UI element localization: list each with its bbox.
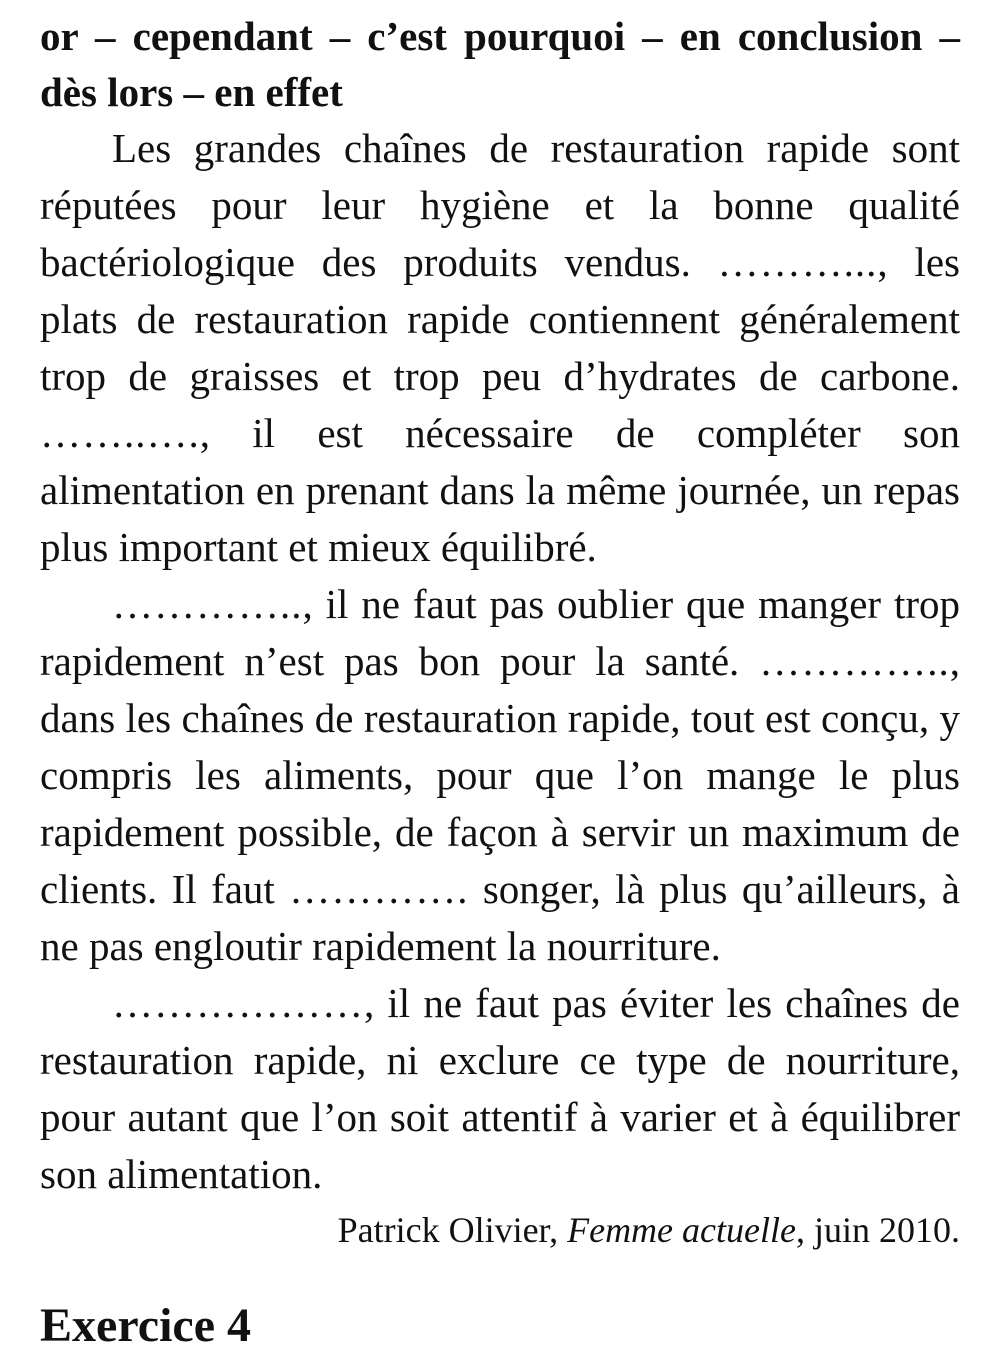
- fill-in-blank[interactable]: ………………: [112, 980, 364, 1026]
- fill-in-blank[interactable]: ……..….: [40, 410, 200, 456]
- paragraph-text: , il est nécessaire de compléter son alimentation en prenant dans la même journée, un repas plus important et mieux équilibré.: [40, 410, 960, 570]
- next-exercise-heading: Exercice 4: [40, 1299, 252, 1352]
- source-publication: Femme actuelle: [567, 1210, 796, 1250]
- fill-in-blank[interactable]: ………….: [289, 866, 469, 912]
- paragraph: [40, 975, 960, 1203]
- paragraph-text: Les grandes chaînes de restauration rapide sont réputées pour leur hygiène et la bonne qualité bactériologique des produits vendus.: [40, 125, 960, 285]
- paragraph-text: , dans les chaînes de restauration rapide, tout est conçu, y compris les aliments, pour que l’on mange le plus rapidement possible, de façon à servir un maximum de clients. Il faut: [40, 638, 960, 912]
- paragraph-text: , il ne faut pas éviter les chaînes de restauration rapide, ni exclure ce type de nourriture, pour autant que l’on soit attentif à varier et à équilibrer son alimentation.: [40, 980, 960, 1197]
- paragraph-text: , les plats de restauration rapide contiennent généralement trop de graisses et trop peu d’hydrates de carbone.: [40, 239, 960, 399]
- source-citation: [40, 1203, 960, 1257]
- fill-in-blank[interactable]: …………..: [112, 581, 303, 627]
- source-date: , juin 2010.: [795, 1210, 960, 1250]
- text-body: [40, 120, 960, 1203]
- paragraph-text: , il ne faut pas oublier que manger trop rapidement n’est pas bon pour la santé.: [40, 581, 960, 684]
- source-author: Patrick Olivier,: [337, 1210, 568, 1250]
- fill-in-blank[interactable]: …………..: [759, 638, 950, 684]
- fill-in-blank[interactable]: ………...: [717, 239, 878, 285]
- paragraph: [40, 120, 960, 576]
- exercise-page: [40, 8, 960, 1257]
- paragraph: [40, 576, 960, 975]
- connector-word-list: or – cependant – c’est pourquoi – en conclusion – dès lors – en effet: [40, 13, 960, 115]
- paragraph-text: songer, là plus qu’ailleurs, à ne pas engloutir rapidement la nourriture.: [40, 866, 961, 969]
